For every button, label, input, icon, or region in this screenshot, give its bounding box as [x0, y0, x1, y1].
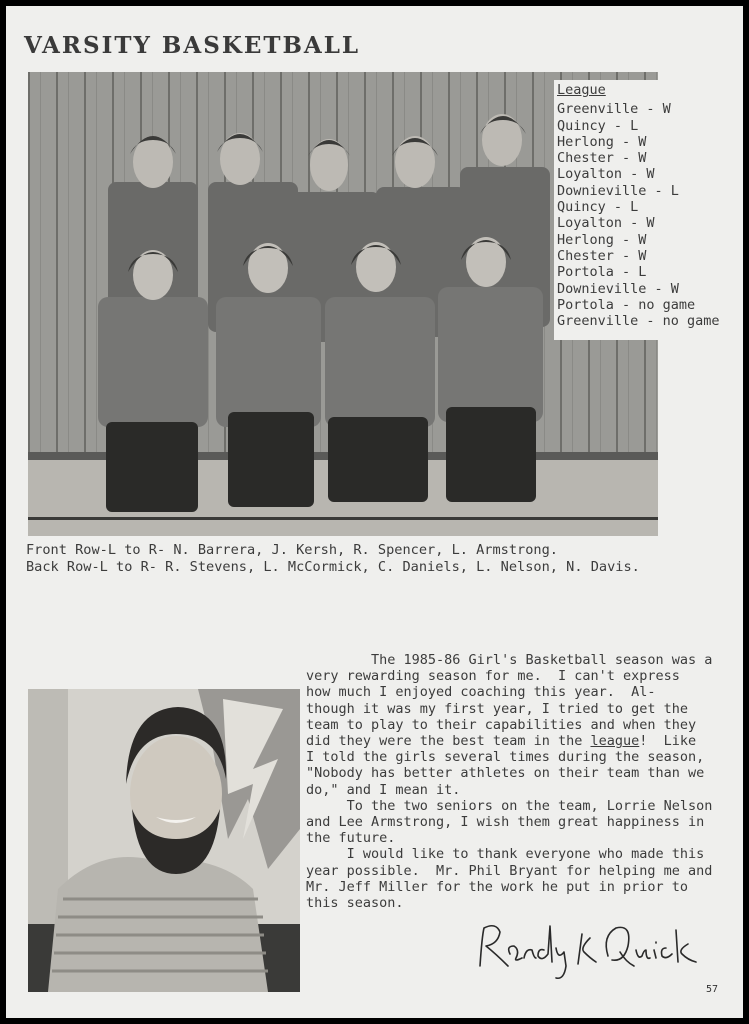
letter-line: though it was my first year, I tried to get the [306, 700, 689, 717]
letter-text: did they were the best team in the [306, 733, 591, 750]
letter-line: "Nobody has better athletes on their team than we [306, 765, 705, 782]
letter-line: team to play to their capabilities and when they [306, 716, 697, 733]
page-number: 57 [706, 984, 719, 995]
letter-line: To the two seniors on the team, Lorrie Nelson [306, 797, 713, 814]
caption-front-row: Front Row-L to R- N. Barrera, J. Kersh, R. Spencer, L. Armstrong. [26, 542, 558, 558]
league-result: Greenville - W [557, 101, 671, 118]
league-result: Chester - W [557, 247, 647, 264]
letter-line: year possible. Mr. Phil Bryant for helping me and [306, 862, 713, 879]
letter-line: do," and I mean it. [306, 781, 461, 798]
league-result: Portola - L [557, 264, 647, 281]
league-result: Quincy - L [557, 199, 639, 216]
yearbook-page [6, 6, 743, 1018]
league-result: Portola - no game [557, 296, 696, 313]
photo-caption [26, 542, 640, 575]
coach-signature [466, 906, 706, 986]
letter-line [306, 733, 726, 749]
league-result: Herlong - W [557, 231, 647, 248]
letter-line: I would like to thank everyone who made this [306, 846, 705, 863]
letter-line: this season. [306, 895, 404, 912]
league-results-list [554, 101, 732, 329]
letter-line: I told the girls several times during the season, [306, 749, 705, 766]
league-result: Chester - W [557, 150, 647, 167]
letter-line: The 1985-86 Girl's Basketball season was a [306, 652, 713, 668]
page-title: VARSITY BASKETBALL [24, 32, 361, 59]
league-heading: League [557, 82, 606, 98]
letter-line: how much I enjoyed coaching this year. Al- [306, 684, 656, 701]
coach-photo-image [28, 689, 300, 992]
letter-line: Mr. Jeff Miller for the work he put in prior to [306, 878, 689, 895]
letter-text: ! Like [639, 733, 697, 750]
league-results [554, 80, 732, 340]
league-result: Downieville - W [557, 280, 679, 297]
league-result: Loyalton - W [557, 215, 655, 232]
league-underlined-word: league [590, 733, 640, 750]
coach-letter [306, 652, 726, 911]
coach-photo [28, 689, 300, 992]
league-result: Quincy - L [557, 117, 639, 134]
letter-line: and Lee Armstrong, I wish them great happiness in [306, 814, 705, 831]
league-result: Downieville - L [557, 182, 679, 199]
letter-line: very rewarding season for me. I can't express [306, 668, 680, 685]
letter-line: the future. [306, 830, 396, 847]
caption-back-row: Back Row-L to R- R. Stevens, L. McCormick, C. Daniels, L. Nelson, N. Davis. [26, 558, 640, 575]
signature-image [466, 906, 706, 986]
league-result: Herlong - W [557, 133, 647, 150]
league-result: Greenville - no game [557, 313, 720, 330]
league-result: Loyalton - W [557, 166, 655, 183]
